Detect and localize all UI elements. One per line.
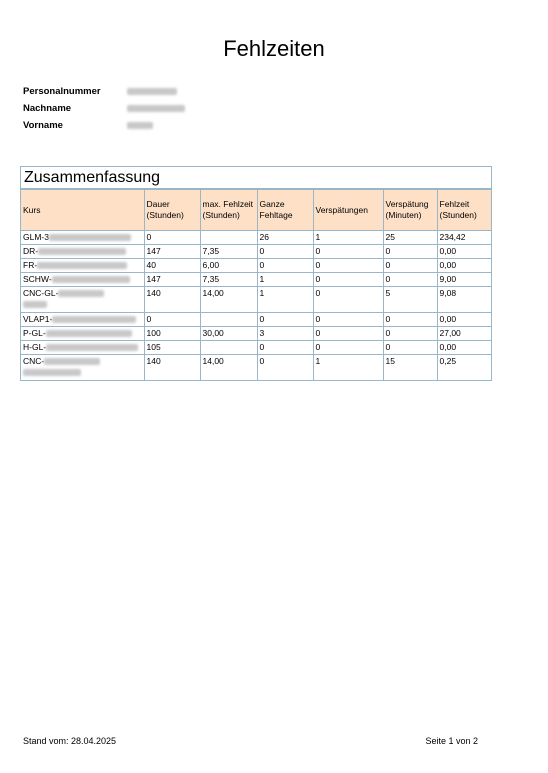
cell-fehlzeit: 9,00 [437, 273, 491, 287]
cell-max: 30,00 [200, 327, 257, 341]
cell-max: 7,35 [200, 245, 257, 259]
cell-versp: 0 [313, 313, 383, 327]
nachname-label: Nachname [23, 103, 72, 114]
cell-dauer: 140 [144, 287, 200, 313]
cell-kurs: VLAP1- [21, 313, 144, 327]
nachname-row [23, 100, 185, 117]
cell-max: 6,00 [200, 259, 257, 273]
cell-versp: 0 [313, 273, 383, 287]
redacted-value [127, 105, 185, 112]
cell-min: 25 [383, 231, 437, 245]
cell-fehlzeit: 234,42 [437, 231, 491, 245]
cell-versp: 0 [313, 327, 383, 341]
table-row [21, 273, 491, 287]
cell-dauer: 40 [144, 259, 200, 273]
cell-max: 14,00 [200, 287, 257, 313]
page-title: Fehlzeiten [223, 36, 325, 61]
table-row [21, 231, 491, 245]
cell-dauer: 140 [144, 355, 200, 381]
table-row [21, 341, 491, 355]
summary-title: Zusammenfassung [21, 167, 491, 189]
cell-max: 14,00 [200, 355, 257, 381]
cell-fehlzeit: 0,25 [437, 355, 491, 381]
header-verspaetungen: Verspätungen [313, 190, 383, 231]
cell-fehlzeit: 27,00 [437, 327, 491, 341]
footer-page-number: Seite 1 von 2 [425, 736, 478, 746]
cell-max [200, 231, 257, 245]
table-row [21, 259, 491, 273]
cell-tage: 3 [257, 327, 313, 341]
cell-dauer: 105 [144, 341, 200, 355]
cell-kurs: H-GL- [21, 341, 144, 355]
cell-fehlzeit: 0,00 [437, 245, 491, 259]
table-row [21, 287, 491, 313]
header-fehlzeit: Fehlzeit (Stunden) [437, 190, 491, 231]
cell-dauer: 147 [144, 273, 200, 287]
cell-fehlzeit: 0,00 [437, 341, 491, 355]
redacted-value [127, 88, 177, 95]
personalnummer-row [23, 83, 185, 100]
cell-min: 0 [383, 327, 437, 341]
cell-fehlzeit: 0,00 [437, 259, 491, 273]
cell-max [200, 313, 257, 327]
cell-tage: 0 [257, 259, 313, 273]
vorname-row [23, 117, 185, 134]
table-header-row [21, 190, 491, 231]
cell-fehlzeit: 9,08 [437, 287, 491, 313]
cell-dauer: 147 [144, 245, 200, 259]
header-kurs: Kurs [21, 190, 144, 231]
personalnummer-label: Personalnummer [23, 86, 101, 97]
cell-min: 0 [383, 245, 437, 259]
cell-max: 7,35 [200, 273, 257, 287]
cell-fehlzeit: 0,00 [437, 313, 491, 327]
cell-versp: 0 [313, 341, 383, 355]
cell-kurs: CNC-GL- [21, 287, 144, 313]
table-row [21, 245, 491, 259]
cell-kurs: DR- [21, 245, 144, 259]
cell-dauer: 0 [144, 313, 200, 327]
header-verspaetung-minuten: Verspätung (Minuten) [383, 190, 437, 231]
cell-kurs: GLM-3 [21, 231, 144, 245]
cell-versp: 0 [313, 287, 383, 313]
cell-min: 15 [383, 355, 437, 381]
vorname-label: Vorname [23, 120, 63, 131]
cell-kurs: CNC- [21, 355, 144, 381]
cell-min: 0 [383, 259, 437, 273]
summary-table [21, 189, 491, 380]
cell-tage: 0 [257, 313, 313, 327]
header-ganze-fehltage: Ganze Fehltage [257, 190, 313, 231]
person-info [23, 83, 185, 134]
cell-tage: 1 [257, 287, 313, 313]
cell-kurs: FR- [21, 259, 144, 273]
cell-min: 0 [383, 313, 437, 327]
cell-tage: 0 [257, 355, 313, 381]
cell-tage: 1 [257, 273, 313, 287]
cell-versp: 0 [313, 259, 383, 273]
header-max-fehlzeit: max. Fehlzeit (Stunden) [200, 190, 257, 231]
cell-min: 0 [383, 341, 437, 355]
cell-versp: 1 [313, 231, 383, 245]
cell-min: 0 [383, 273, 437, 287]
cell-dauer: 100 [144, 327, 200, 341]
table-row [21, 355, 491, 381]
cell-tage: 26 [257, 231, 313, 245]
cell-kurs: P-GL- [21, 327, 144, 341]
cell-versp: 0 [313, 245, 383, 259]
cell-min: 5 [383, 287, 437, 313]
cell-tage: 0 [257, 245, 313, 259]
cell-max [200, 341, 257, 355]
footer-stand: Stand vom: 28.04.2025 [23, 736, 117, 746]
cell-tage: 0 [257, 341, 313, 355]
summary-section [20, 166, 492, 381]
table-row [21, 327, 491, 341]
header-dauer: Dauer (Stunden) [144, 190, 200, 231]
table-row [21, 313, 491, 327]
cell-kurs: SCHW- [21, 273, 144, 287]
redacted-value [127, 122, 153, 129]
cell-versp: 1 [313, 355, 383, 381]
cell-dauer: 0 [144, 231, 200, 245]
